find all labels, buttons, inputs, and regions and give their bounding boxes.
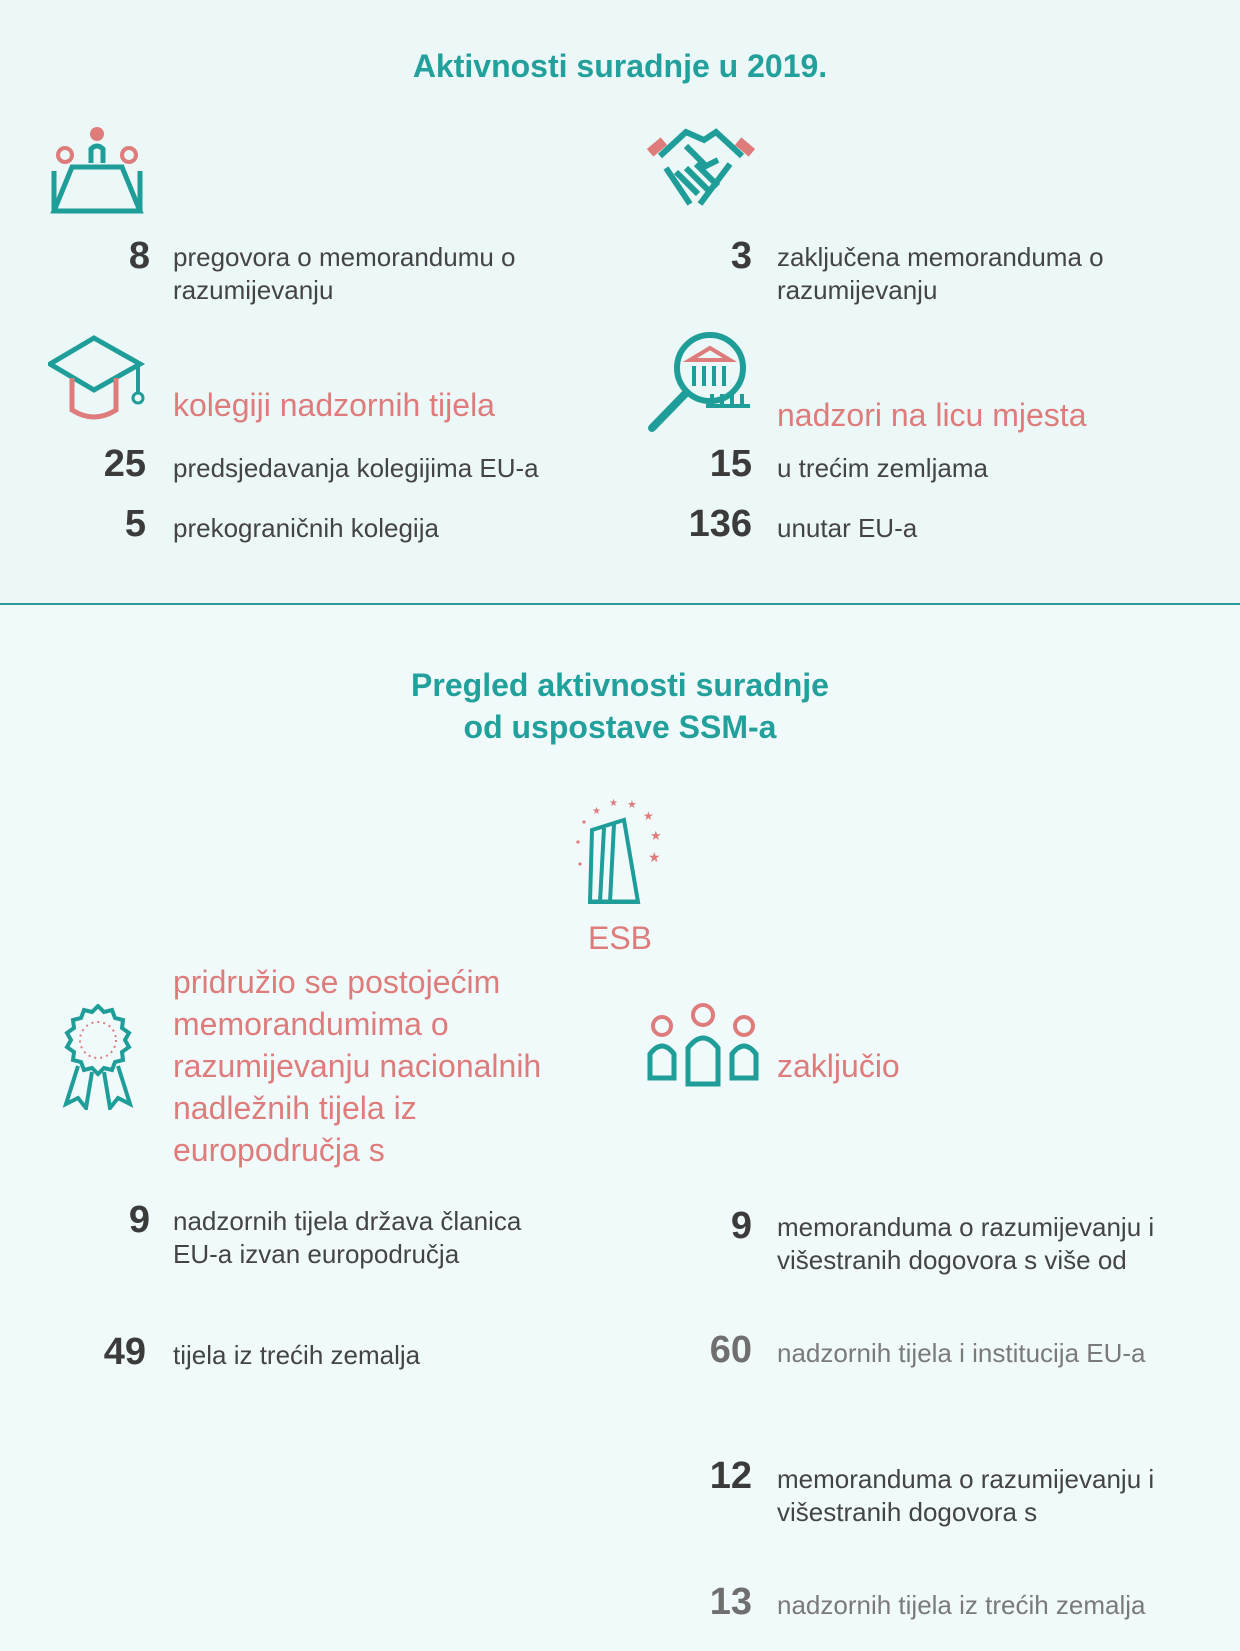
graduation-cap-icon	[48, 334, 148, 426]
people-group-icon	[646, 1002, 760, 1088]
college-chair-label: predsjedavanja kolegijima EU-a	[173, 453, 539, 483]
handshake-icon	[646, 126, 756, 210]
joined-third-country-value: 49	[103, 1331, 146, 1373]
third-country-count-label: nadzornih tijela iz trećih zemalja	[777, 1590, 1146, 1620]
joined-eu-authorities-value: 9	[128, 1199, 150, 1241]
concluded-mou-eu-value: 9	[730, 1205, 752, 1247]
meeting-table-icon	[50, 125, 144, 217]
section2-title-line1: Pregled aktivnosti suradnje	[411, 667, 829, 703]
concluded-heading: zaključio	[777, 1048, 900, 1084]
section2-title-line2: od uspostave SSM-a	[463, 709, 777, 745]
mou-concluded-label: zaključena memoranduma o razumijevanju	[777, 242, 1104, 305]
svg-text:★: ★	[648, 850, 661, 866]
mou-concluded-value: 3	[730, 235, 752, 277]
colleges-heading: kolegiji nadzornih tijela	[173, 387, 495, 423]
magnifier-bank-icon	[646, 330, 754, 434]
svg-text:★: ★	[592, 806, 601, 817]
joined-third-country-label: tijela iz trećih zemalja	[173, 1340, 421, 1370]
mou-negotiations-label: pregovora o memorandumu o razumijevanju	[173, 242, 516, 305]
inspections-eu-value: 136	[688, 503, 752, 545]
section1-title: Aktivnosti suradnje u 2019.	[412, 48, 828, 84]
svg-text:★: ★	[643, 809, 654, 823]
crossborder-colleges-label: prekograničnih kolegija	[173, 513, 439, 543]
crossborder-colleges-value: 5	[124, 503, 146, 545]
svg-text:★: ★	[609, 798, 618, 809]
inspections-eu-label: unutar EU-a	[777, 513, 918, 543]
concluded-mou-third-value: 12	[709, 1455, 752, 1497]
award-ribbon-icon	[60, 1004, 136, 1110]
joined-eu-authorities-label: nadzornih tijela država članica EU-a izvan europodručja	[173, 1206, 522, 1269]
svg-text:★: ★	[627, 798, 637, 811]
ecb-building-icon	[564, 792, 674, 904]
inspections-third-countries-value: 15	[709, 443, 752, 485]
concluded-mou-eu-label: memoranduma o razumijevanju i višestranih dogovora s više od	[777, 1212, 1155, 1275]
inspections-heading: nadzori na licu mjesta	[777, 397, 1087, 433]
third-country-count-value: 13	[709, 1581, 752, 1623]
svg-text:★: ★	[650, 829, 662, 844]
inspections-third-countries-label: u trećim zemljama	[777, 453, 988, 483]
eu-authorities-count-value: 60	[709, 1329, 752, 1371]
section-divider	[0, 603, 1240, 605]
eu-authorities-count-label: nadzornih tijela i institucija EU-a	[777, 1338, 1146, 1368]
joined-mou-heading: pridružio se postojećim memorandumima o razumijevanju nacionalnih nadležnih tijela iz europodručja s	[173, 964, 542, 1168]
college-chair-value: 25	[103, 443, 146, 485]
concluded-mou-third-label: memoranduma o razumijevanju i višestranih dogovora s	[777, 1464, 1155, 1527]
mou-negotiations-value: 8	[128, 235, 150, 277]
ecb-label: ESB	[587, 920, 653, 956]
